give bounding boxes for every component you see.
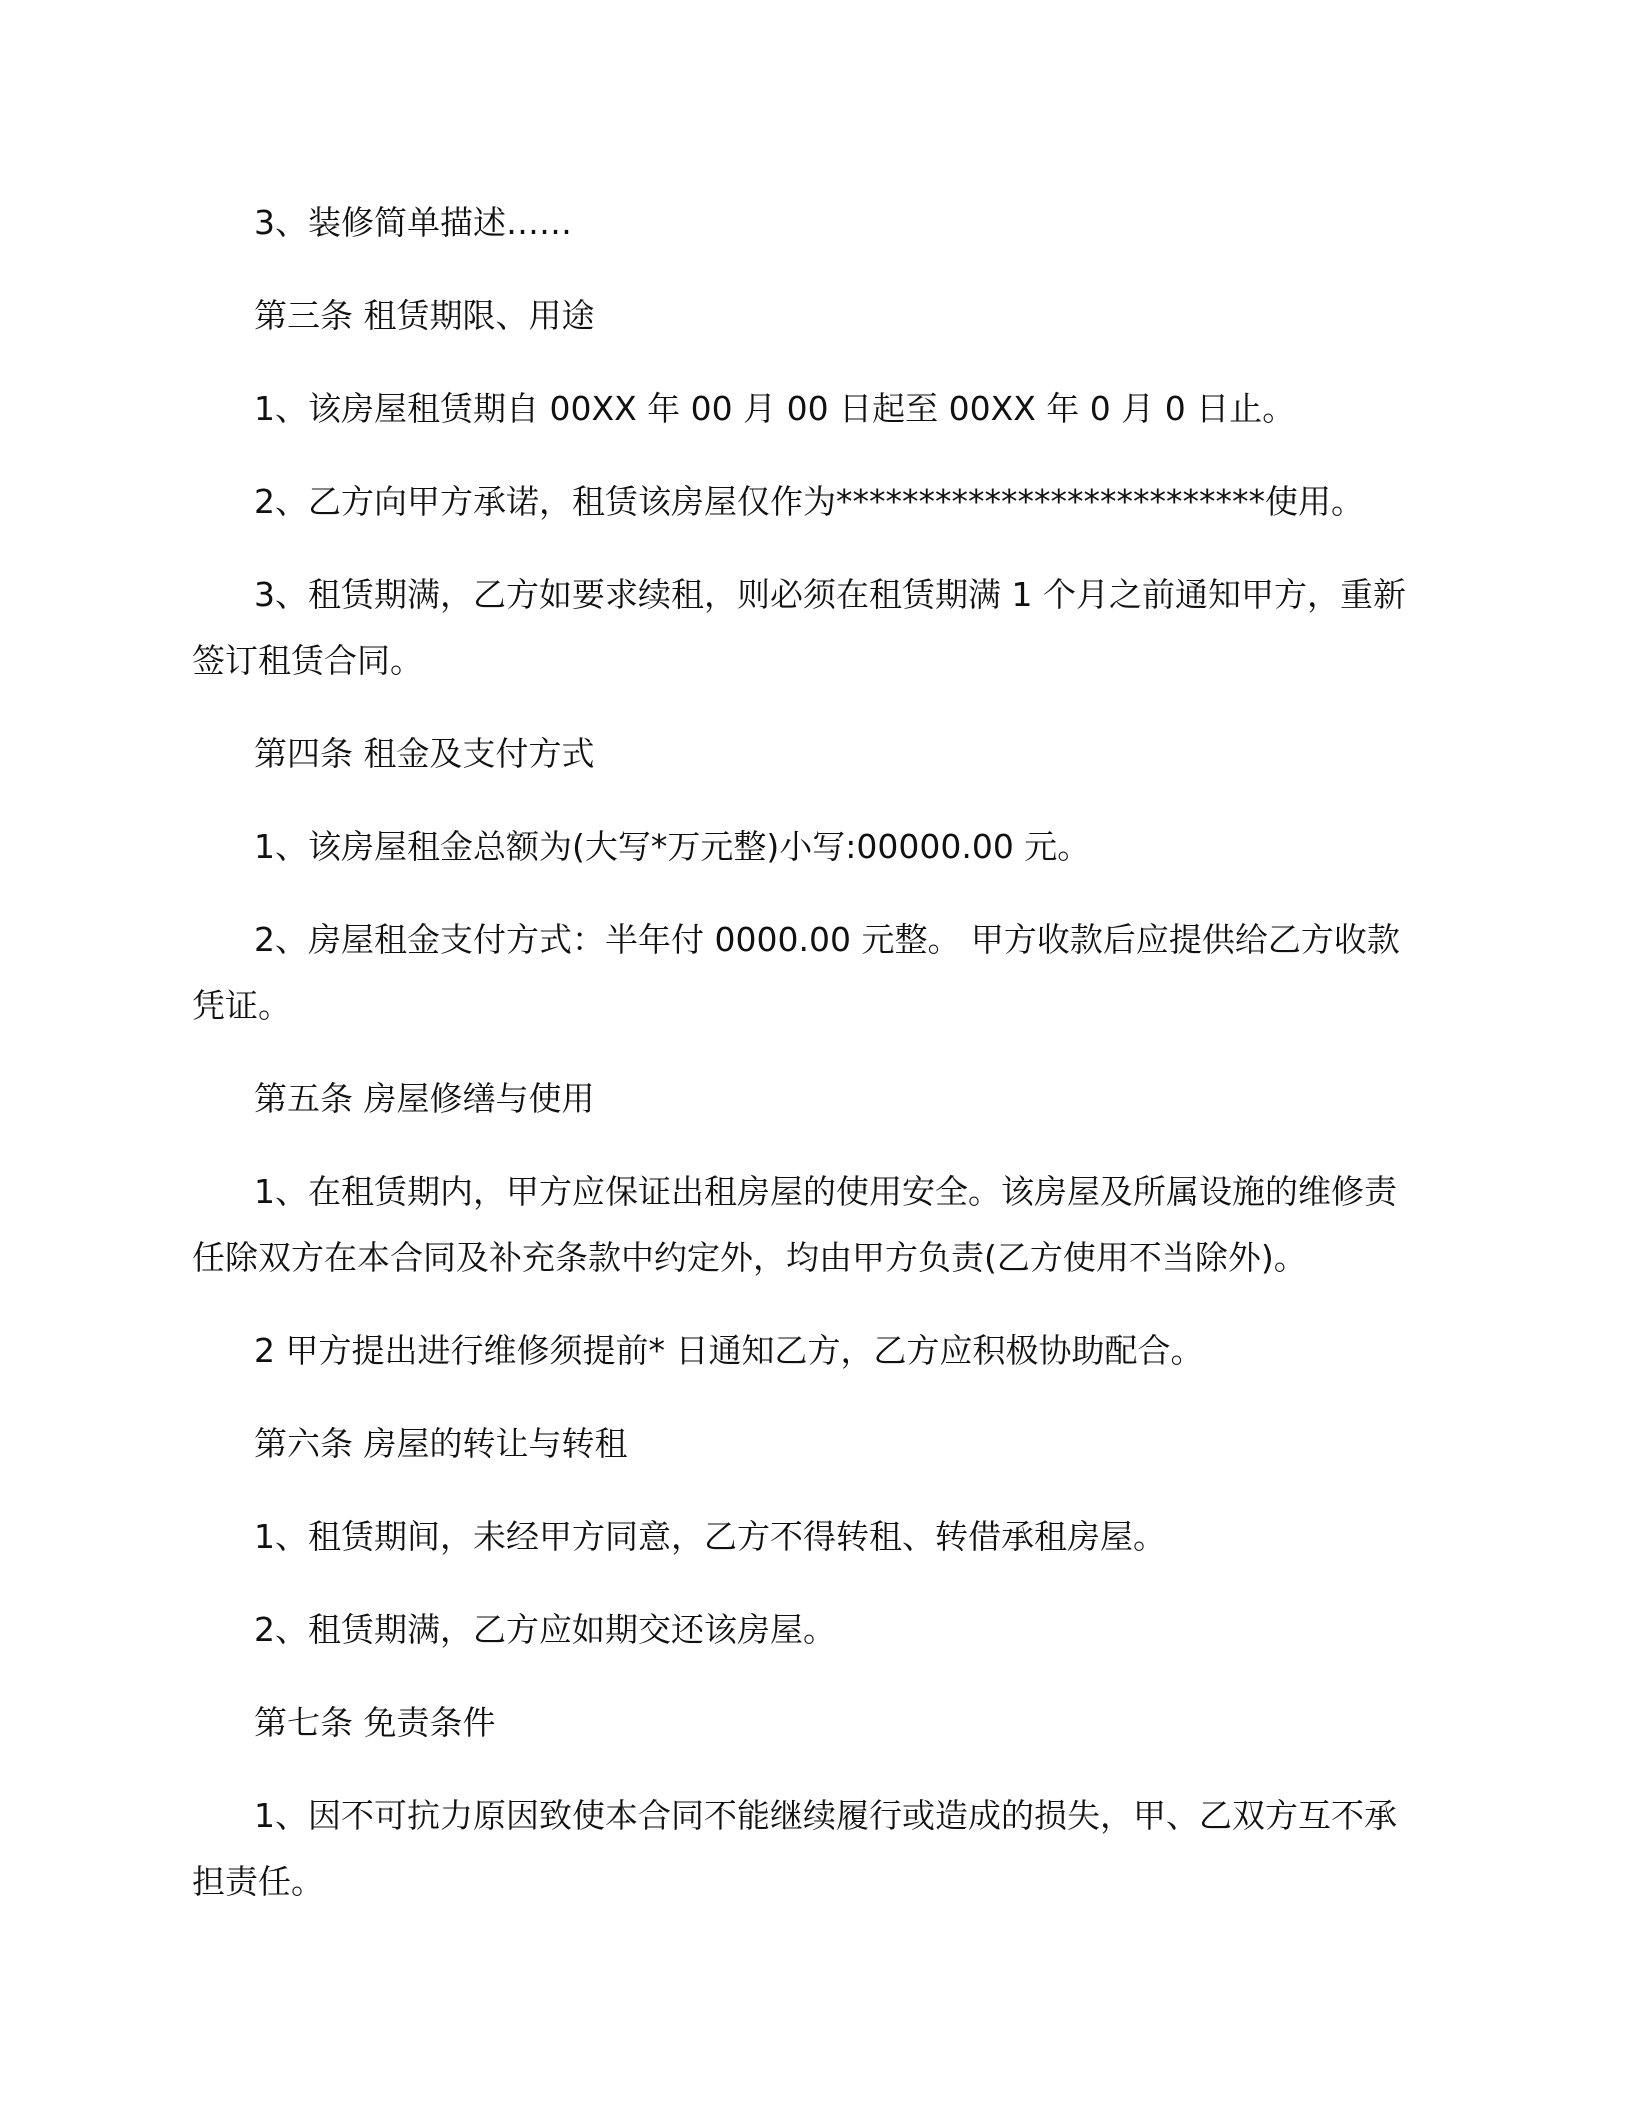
article-5-heading: 第五条 房屋修缮与使用 (254, 1079, 595, 1118)
article-5-item-2: 2 甲方提出进行维修须提前* 日通知乙方，乙方应积极协助配合。 (254, 1331, 1204, 1370)
article-3-item-3: 3、租赁期满，乙方如要求续租，则必须在租赁期满 1 个月之前通知甲方，重新签订租赁合同。 (192, 575, 1406, 680)
item-decoration-description: 3、装修简单描述…… (254, 203, 572, 242)
article-4-item-1: 1、该房屋租金总额为(大写*万元整)小写:00000.00 元。 (254, 827, 1091, 866)
article-3-item-2: 2、乙方向甲方承诺，租赁该房屋仅作为**************************使用。 (254, 482, 1364, 521)
article-3-item-1: 1、该房屋租赁期自 00XX 年 00 月 00 日起至 00XX 年 0 月 0 日止。 (254, 389, 1296, 428)
article-6-item-2: 2、租赁期满，乙方应如期交还该房屋。 (254, 1610, 836, 1649)
article-5-item-1: 1、在租赁期内，甲方应保证出租房屋的使用安全。该房屋及所属设施的维修责任除双方在本合同及补充条款中约定外，均由甲方负责(乙方使用不当除外)。 (192, 1172, 1397, 1277)
document-body (192, 190, 1417, 1915)
article-4-heading: 第四条 租金及支付方式 (254, 734, 595, 773)
article-7-item-1: 1、因不可抗力原因致使本合同不能继续履行或造成的损失，甲、乙双方互不承担责任。 (192, 1796, 1397, 1901)
article-7-heading: 第七条 免责条件 (254, 1703, 496, 1742)
article-4-item-2: 2、房屋租金支付方式：半年付 0000.00 元整。 甲方收款后应提供给乙方收款凭证。 (192, 920, 1400, 1025)
article-6-item-1: 1、租赁期间，未经甲方同意，乙方不得转租、转借承租房屋。 (254, 1517, 1166, 1556)
article-6-heading: 第六条 房屋的转让与转租 (254, 1424, 628, 1463)
article-3-heading: 第三条 租赁期限、用途 (254, 296, 595, 335)
